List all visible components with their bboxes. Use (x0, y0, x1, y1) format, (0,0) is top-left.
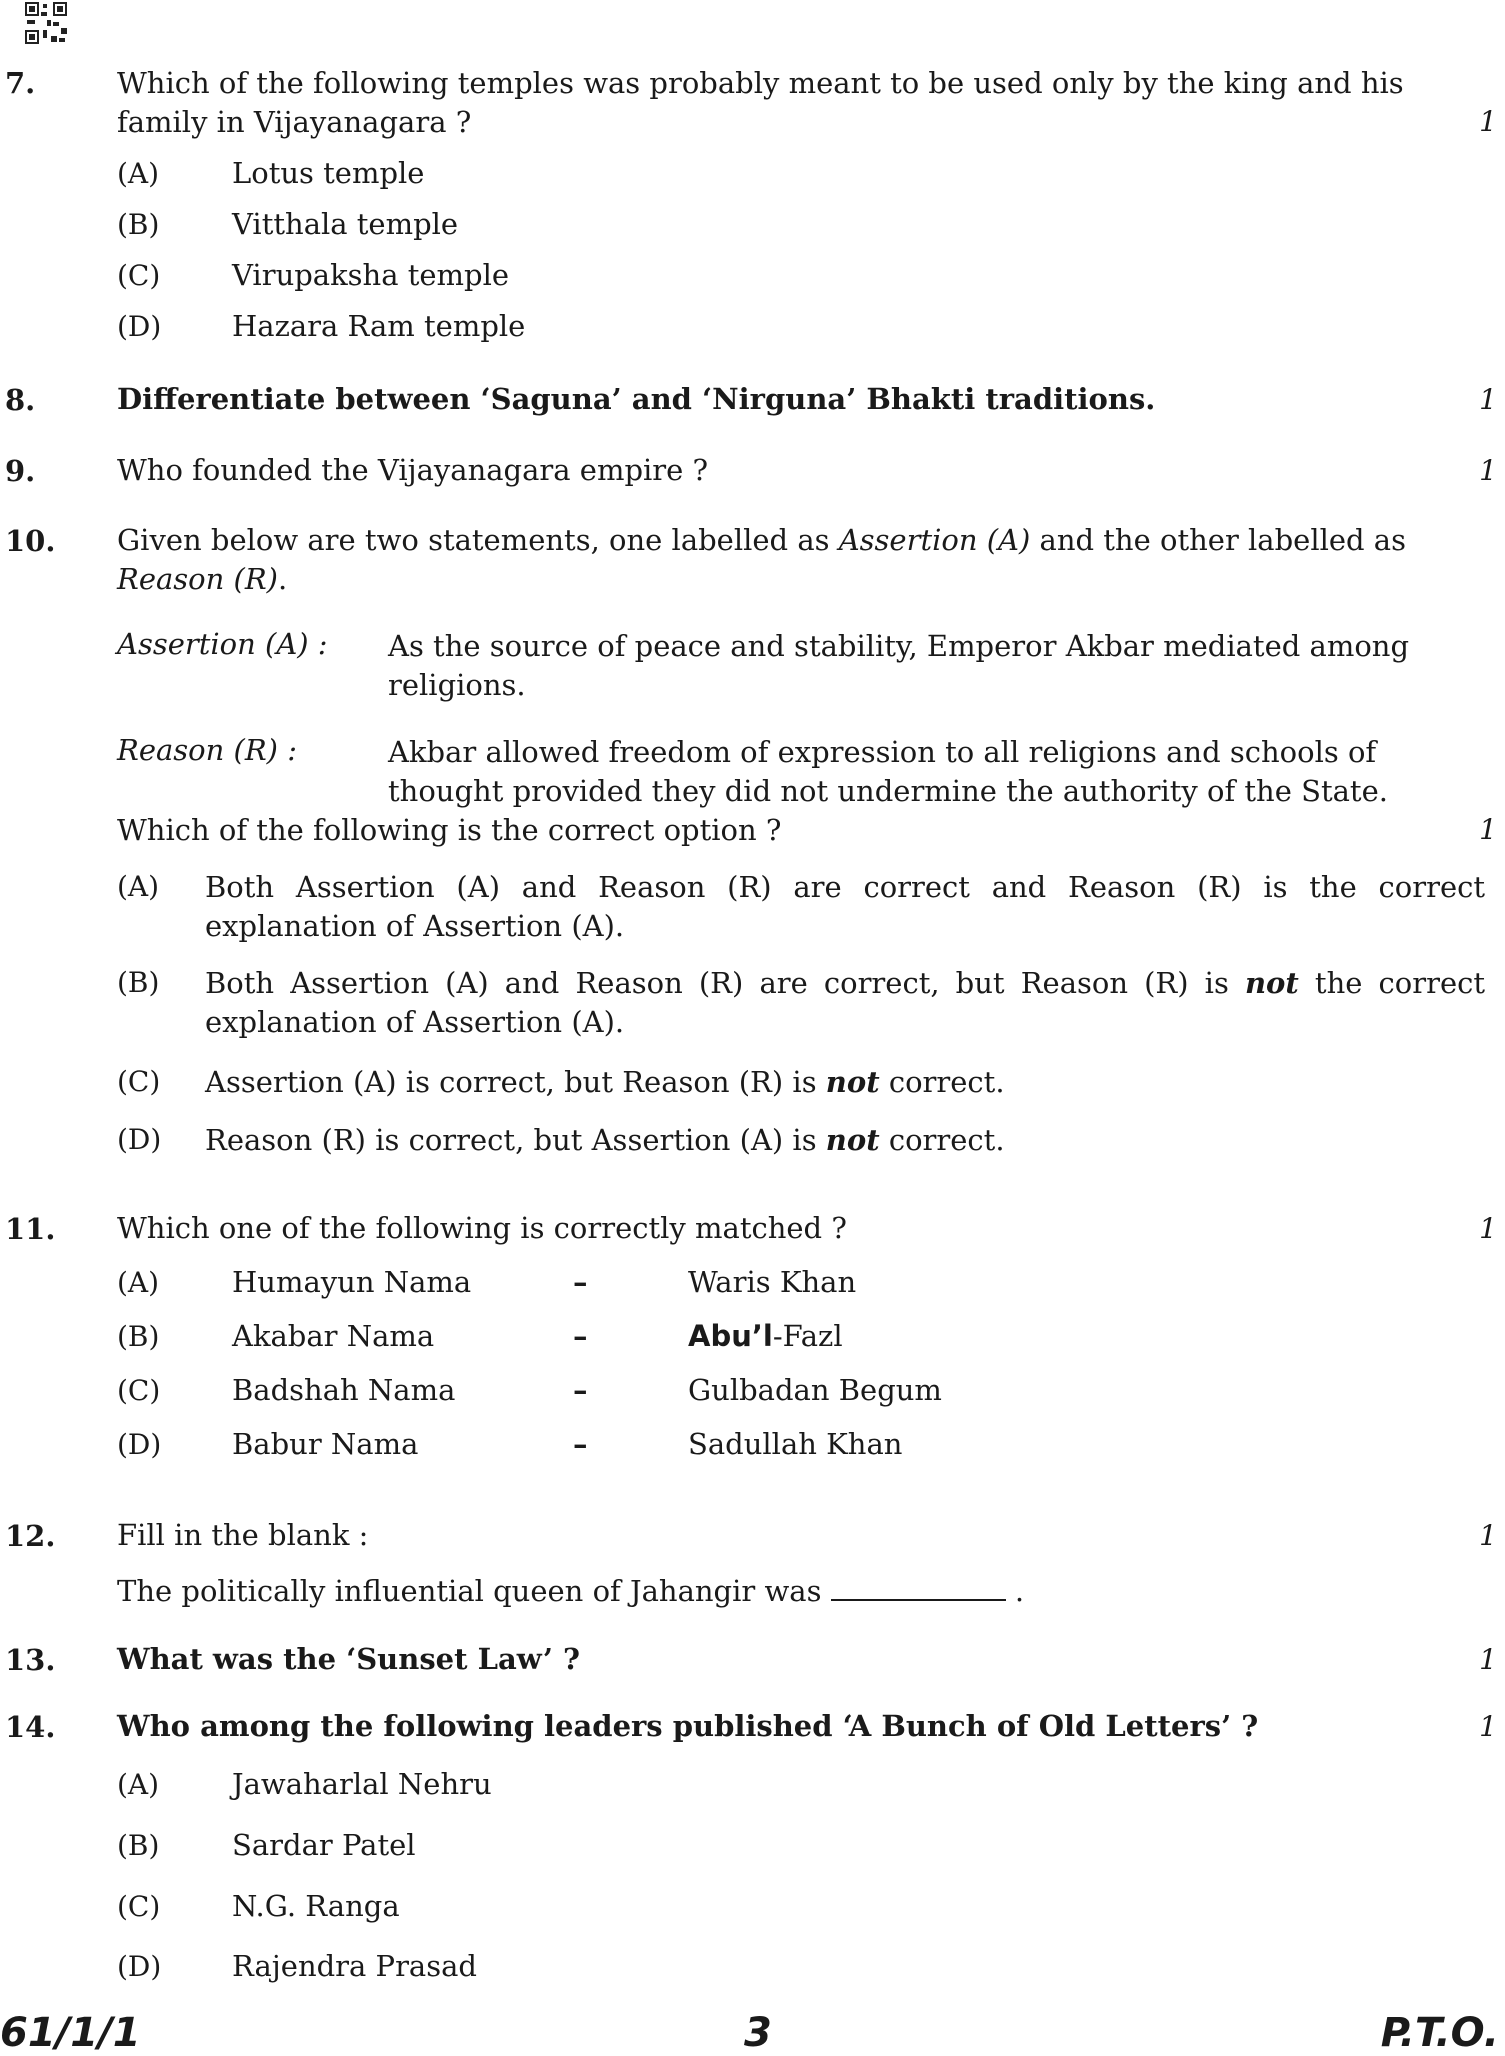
reason-label: Reason (R) : (117, 733, 297, 767)
assertion-label: Assertion (A) : (117, 627, 328, 661)
match-right: Waris Khan (688, 1265, 857, 1299)
question-marks: 1 (1479, 105, 1497, 138)
option-text: Both Assertion (A) and Reason (R) are correct, but Reason (R) is not the correct explanation of Assertion (A). (205, 966, 1485, 1039)
question-number: 13. (5, 1643, 56, 1677)
question-marks: 1 (1479, 1519, 1497, 1552)
option-text: Rajendra Prasad (232, 1949, 477, 1983)
option-label: (B) (117, 966, 160, 999)
option-text: Jawaharlal Nehru (232, 1767, 492, 1801)
option-label: (B) (117, 1320, 160, 1353)
question-text: Who founded the Vijayanagara empire ? (117, 453, 709, 487)
question-number: 8. (5, 383, 36, 417)
option-text: Vitthala temple (232, 207, 459, 241)
question-text: Fill in the blank : (117, 1518, 369, 1552)
qr-code-icon (23, 0, 69, 46)
question-text: What was the ‘Sunset Law’ ? (117, 1642, 581, 1676)
option-label: (D) (117, 1950, 162, 1983)
option-text: Lotus temple (232, 156, 425, 190)
question-marks: 1 (1479, 454, 1497, 487)
option-label: (B) (117, 208, 160, 241)
option-label: (D) (117, 310, 162, 343)
question-number: 14. (5, 1710, 56, 1744)
question-text: Differentiate between ‘Saguna’ and ‘Nirguna’ Bhakti traditions. (117, 382, 1156, 416)
question-number: 11. (5, 1212, 56, 1246)
question-marks: 1 (1479, 383, 1497, 416)
match-left: Babur Nama (232, 1427, 419, 1461)
question-marks: 1 (1479, 1212, 1497, 1245)
question-text: Who among the following leaders published ‘A Bunch of Old Letters’ ? (117, 1709, 1259, 1743)
option-text: N.G. Ranga (232, 1889, 400, 1923)
option-label: (C) (117, 259, 161, 292)
match-left: Akabar Nama (232, 1319, 435, 1353)
match-left: Badshah Nama (232, 1373, 456, 1407)
option-label: (B) (117, 1829, 160, 1862)
question-number: 7. (5, 66, 36, 100)
page-number: 3 (744, 2010, 772, 2056)
question-text: Which one of the following is correctly matched ? (117, 1211, 847, 1245)
question-marks: 1 (1479, 1643, 1497, 1676)
option-label: (A) (117, 157, 160, 190)
option-label: (A) (117, 1266, 160, 1299)
question-marks: 1 (1479, 1710, 1497, 1743)
match-dash: – (573, 1427, 588, 1461)
question-number: 12. (5, 1519, 56, 1553)
match-right: Abu’l-Fazl (688, 1319, 843, 1353)
option-text: Virupaksha temple (232, 258, 510, 292)
match-dash: – (573, 1265, 588, 1299)
option-label: (C) (117, 1374, 161, 1407)
option-text: Hazara Ram temple (232, 309, 526, 343)
match-dash: – (573, 1319, 588, 1353)
question-text: Which of the following temples was probably meant to be used only by the king and his family in Vijayanagara ? (117, 66, 1404, 139)
option-label: (A) (117, 1768, 160, 1801)
answer-blank (831, 1573, 1006, 1601)
paper-code: 61/1/1 (0, 2010, 141, 2056)
option-label: (A) (117, 870, 160, 903)
match-dash: – (573, 1373, 588, 1407)
option-text: Assertion (A) is correct, but Reason (R) is not correct. (205, 1065, 1005, 1099)
option-text: Reason (R) is correct, but Assertion (A) is not correct. (205, 1123, 1005, 1157)
option-label: (D) (117, 1428, 162, 1461)
option-text: Sardar Patel (232, 1828, 416, 1862)
option-label: (D) (117, 1123, 162, 1156)
option-text: Both Assertion (A) and Reason (R) are correct and Reason (R) is the correct explanation of Assertion (A). (205, 870, 1485, 943)
match-right: Sadullah Khan (688, 1427, 903, 1461)
pto-label: P.T.O. (1380, 2010, 1499, 2056)
question-prompt: Which of the following is the correct option ? (117, 813, 782, 847)
assertion-text: As the source of peace and stability, Emperor Akbar mediated among religions. (388, 629, 1410, 702)
fill-blank-sentence: The politically influential queen of Jahangir was . (117, 1574, 1025, 1608)
option-label: (C) (117, 1890, 161, 1923)
question-text: Given below are two statements, one labelled as Assertion (A) and the other labelled as Reason (R). (117, 523, 1406, 596)
question-number: 9. (5, 454, 36, 488)
reason-text: Akbar allowed freedom of expression to all religions and schools of thought provided they did not undermine the authority of the State. (388, 735, 1388, 808)
option-label: (C) (117, 1065, 161, 1098)
match-right: Gulbadan Begum (688, 1373, 942, 1407)
match-left: Humayun Nama (232, 1265, 472, 1299)
question-number: 10. (5, 524, 56, 558)
question-marks: 1 (1479, 813, 1497, 846)
